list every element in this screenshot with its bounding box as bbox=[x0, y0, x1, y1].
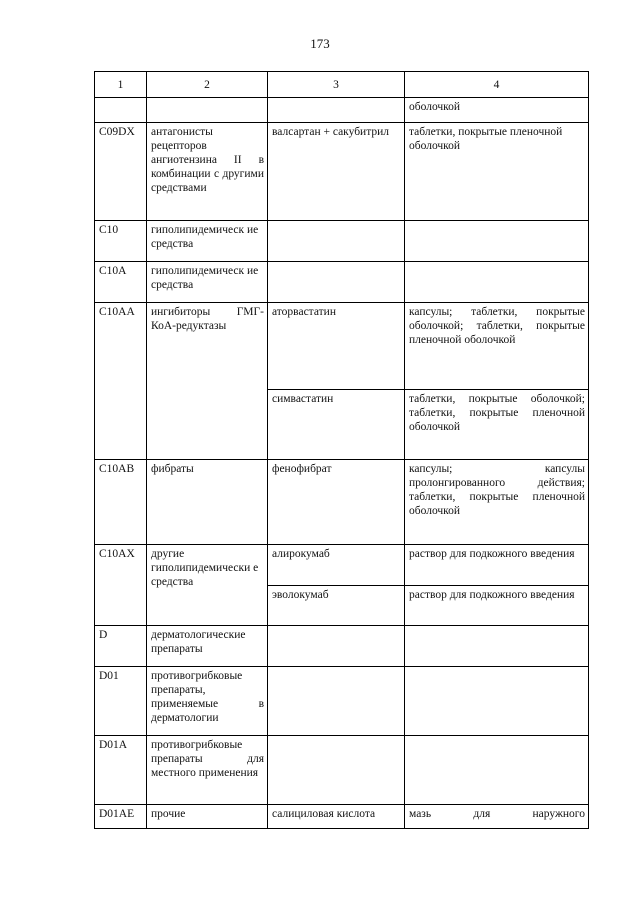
drug-cell: эволокумаб bbox=[268, 586, 405, 626]
forms-cell: таблетки, покрытые оболочкой; таблетки, покрытые пленочной оболочкой bbox=[405, 390, 589, 460]
atc-code-cell: C10AB bbox=[95, 460, 147, 545]
table-header-row bbox=[95, 72, 589, 98]
drug-cell: салициловая кислота bbox=[268, 805, 405, 829]
table-row bbox=[95, 626, 589, 667]
drug-cell bbox=[268, 221, 405, 262]
forms-cell: раствор для подкожного введения bbox=[405, 545, 589, 586]
drug-cell: симвастатин bbox=[268, 390, 405, 460]
forms-cell bbox=[405, 221, 589, 262]
table-row bbox=[95, 667, 589, 736]
forms-cell bbox=[405, 262, 589, 303]
forms-cell bbox=[405, 626, 589, 667]
forms-cell: капсулы; таблетки, покрытые оболочкой; таблетки, покрытые пленочной оболочкой bbox=[405, 303, 589, 390]
header-col-3: 3 bbox=[268, 72, 405, 98]
group-cell: антагонисты рецепторов ангиотензина II в комбинации с другими средствами bbox=[147, 123, 268, 221]
header-col-2: 2 bbox=[147, 72, 268, 98]
atc-code-cell: D01AE bbox=[95, 805, 147, 829]
forms-cell: оболочкой bbox=[405, 98, 589, 123]
drug-cell: валсартан + сакубитрил bbox=[268, 123, 405, 221]
forms-cell: таблетки, покрытые пленочной оболочкой bbox=[405, 123, 589, 221]
atc-code-cell: C10 bbox=[95, 221, 147, 262]
drug-cell: фенофибрат bbox=[268, 460, 405, 545]
drug-cell bbox=[268, 626, 405, 667]
group-cell: гиполипидемическ ие средства bbox=[147, 262, 268, 303]
drug-cell bbox=[268, 667, 405, 736]
forms-cell: раствор для подкожного введения bbox=[405, 586, 589, 626]
group-cell: дерматологические препараты bbox=[147, 626, 268, 667]
table-row bbox=[95, 303, 589, 390]
atc-code-cell: D01A bbox=[95, 736, 147, 805]
drug-cell: алирокумаб bbox=[268, 545, 405, 586]
atc-code-cell: C10AX bbox=[95, 545, 147, 626]
header-col-1: 1 bbox=[95, 72, 147, 98]
atc-code-cell: C09DX bbox=[95, 123, 147, 221]
table-row bbox=[95, 262, 589, 303]
group-cell: фибраты bbox=[147, 460, 268, 545]
table-row bbox=[95, 123, 589, 221]
table-row bbox=[95, 98, 589, 123]
atc-code-cell: C10AA bbox=[95, 303, 147, 460]
header-col-4: 4 bbox=[405, 72, 589, 98]
atc-code-cell: C10A bbox=[95, 262, 147, 303]
group-cell: другие гиполипидемически е средства bbox=[147, 545, 268, 626]
table-row bbox=[95, 736, 589, 805]
group-cell: гиполипидемическ ие средства bbox=[147, 221, 268, 262]
atc-code-cell: D01 bbox=[95, 667, 147, 736]
group-cell: противогрибковые препараты, применяемые в дерматологии bbox=[147, 667, 268, 736]
forms-cell: капсулы; капсулы пролонгированного действия; таблетки, покрытые пленочной оболочкой bbox=[405, 460, 589, 545]
group-cell: противогрибковые препараты для местного применения bbox=[147, 736, 268, 805]
table-row bbox=[95, 805, 589, 829]
drug-cell bbox=[268, 736, 405, 805]
forms-cell bbox=[405, 667, 589, 736]
forms-cell: мазь для наружного bbox=[405, 805, 589, 829]
page-number: 173 bbox=[310, 36, 330, 51]
group-cell: прочие bbox=[147, 805, 268, 829]
drug-cell bbox=[268, 98, 405, 123]
drug-cell bbox=[268, 262, 405, 303]
table-row bbox=[95, 545, 589, 586]
forms-cell bbox=[405, 736, 589, 805]
group-cell bbox=[147, 98, 268, 123]
drug-table bbox=[94, 71, 589, 829]
table-row bbox=[95, 460, 589, 545]
group-cell: ингибиторы ГМГ-КоА-редуктазы bbox=[147, 303, 268, 460]
atc-code-cell: D bbox=[95, 626, 147, 667]
table-row bbox=[95, 221, 589, 262]
drug-cell: аторвастатин bbox=[268, 303, 405, 390]
atc-code-cell bbox=[95, 98, 147, 123]
